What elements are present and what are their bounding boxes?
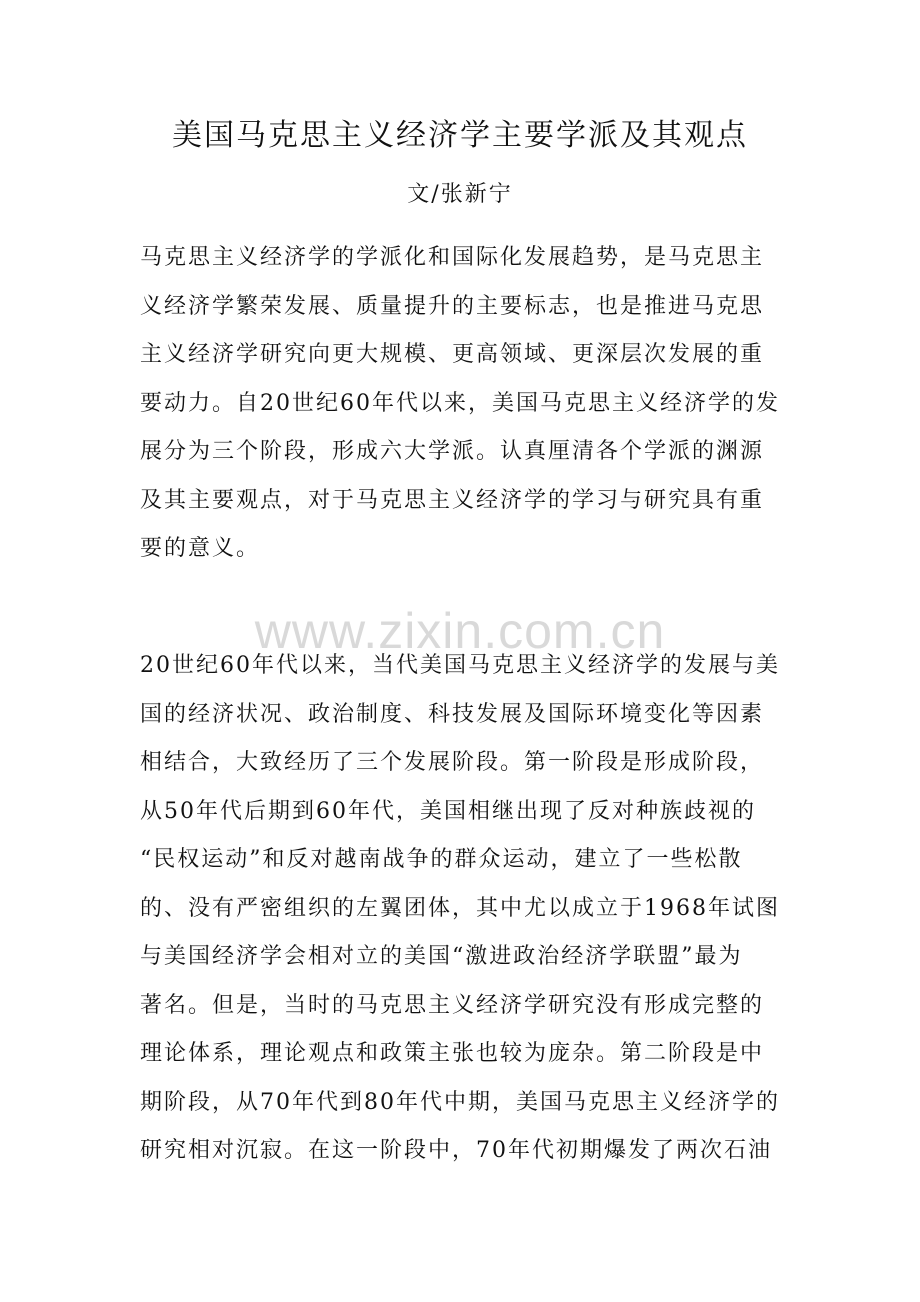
text-line: 国的经济状况、政治制度、科技发展及国际环境变化等因素 <box>140 701 765 727</box>
text-line: 研究相对沉寂。在这一阶段中，70年代初期爆发了两次石油 <box>140 1138 772 1163</box>
text-line: 相结合，大致经历了三个发展阶段。第一阶段是形成阶段， <box>140 750 765 775</box>
watermark: www.zixin.com.cn <box>254 603 666 659</box>
text-line: 义经济学繁荣发展、质量提升的主要标志，也是推进马克思 <box>140 293 765 319</box>
text-line: 及其主要观点，对于马克思主义经济学的学习与研究具有重 <box>140 487 765 513</box>
paragraph-intro <box>140 234 800 574</box>
text-line: 要动力。自20世纪60年代以来，美国马克思主义经济学的发 <box>140 390 780 416</box>
text-line: 展分为三个阶段，形成六大学派。认真厘清各个学派的渊源 <box>140 439 765 464</box>
text-line: 主义经济学研究向更大规模、更高领域、更深层次发展的重 <box>140 342 765 367</box>
text-line: 20世纪60年代以来，当代美国马克思主义经济学的发展与美 <box>140 653 780 678</box>
text-line: 要的意义。 <box>140 536 261 561</box>
text-line: 马克思主义经济学的学派化和国际化发展趋势，是马克思主 <box>140 245 765 270</box>
text-line: 的、没有严密组织的左翼团体，其中尤以成立于1968年试图 <box>140 895 780 921</box>
text-line: 与美国经济学会相对立的美国“激进政治经济学联盟”最为 <box>140 944 743 969</box>
text-line: 从50年代后期到60年代，美国相继出现了反对种族歧视的 <box>140 798 756 824</box>
text-line: 期阶段，从70年代到80年代中期，美国马克思主义经济学的 <box>140 1089 780 1115</box>
document-title: 美国马克思主义经济学主要学派及其观点 <box>172 118 748 153</box>
text-line: 著名。但是，当时的马克思主义经济学研究没有形成完整的 <box>140 992 765 1018</box>
text-line: “民权运动”和反对越南战争的群众运动，建立了一些松散 <box>140 847 743 872</box>
text-line: 理论体系，理论观点和政策主张也较为庞杂。第二阶段是中 <box>140 1041 765 1066</box>
paragraph-history <box>140 642 800 1176</box>
author-byline: 文/张新宁 <box>407 182 513 207</box>
